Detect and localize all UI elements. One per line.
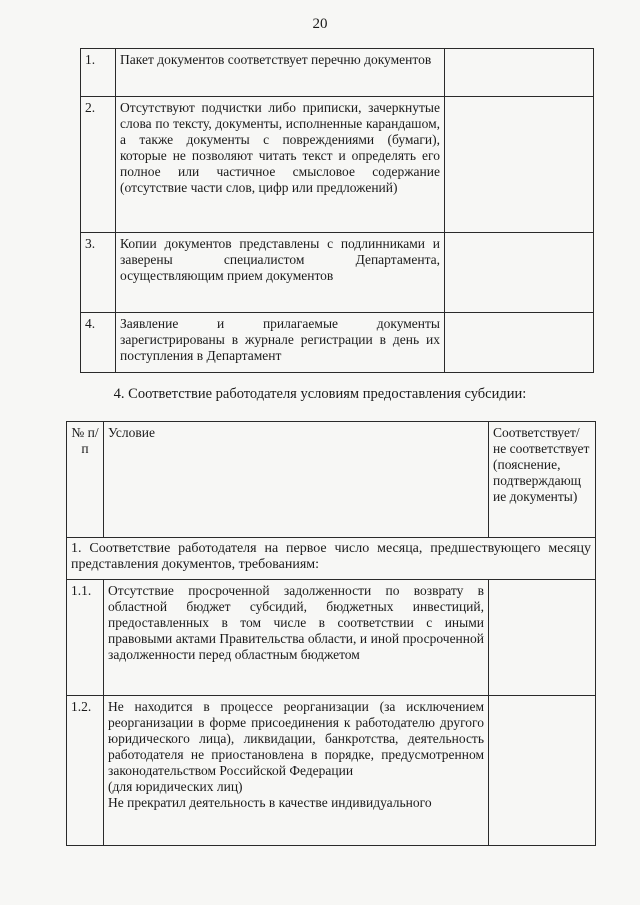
table-row — [67, 696, 596, 846]
row-number: 1.2. — [67, 696, 104, 846]
row-number: 3. — [81, 233, 116, 313]
row-number: 1. — [81, 49, 116, 97]
table-row — [81, 97, 594, 233]
header-result: Соответствует/ не соответствует (пояснение, подтверждающ ие документы) — [489, 422, 596, 538]
group-row — [67, 538, 596, 580]
table-row — [67, 580, 596, 696]
group-title: 1. Соответствие работодателя на первое число месяца, предшествующего месяцу представления документов, требованиям: — [67, 538, 596, 580]
table-row — [81, 233, 594, 313]
table-row — [81, 313, 594, 373]
table-header-row — [67, 422, 596, 538]
row-text: Отсутствие просроченной задолженности по возврату в областной бюджет субсидий, бюджетных инвестиций, предоставленных в том числе в соответствии с иными правовыми актами Правительства области, и иной просроченной задолженности перед областным бюджетом — [104, 580, 489, 696]
row-text: Копии документов представлены с подлинниками и заверены специалистом Департамента, осуществляющим прием документов — [116, 233, 445, 313]
header-condition: Условие — [104, 422, 489, 538]
section-heading: 4. Соответствие работодателя условиям предоставления субсидии: — [113, 386, 527, 402]
page-number: 20 — [312, 16, 328, 32]
result-cell — [489, 696, 596, 846]
conditions-table — [66, 421, 596, 846]
row-number: 4. — [81, 313, 116, 373]
checklist-table — [80, 48, 594, 373]
result-cell — [489, 580, 596, 696]
row-text: Заявление и прилагаемые документы зарегистрированы в журнале регистрации в день их поступления в Департамент — [116, 313, 445, 373]
row-text: Пакет документов соответствует перечню документов — [116, 49, 445, 97]
row-number: 1.1. — [67, 580, 104, 696]
row-text: Отсутствуют подчистки либо приписки, зачеркнутые слова по тексту, документы, исполненные карандашом, а также документы с повреждениями (бумаги), которые не позволяют читать текст и определять его полное или частичное смысловое содержание (отсутствие части слов, цифр или предложений) — [116, 97, 445, 233]
result-cell — [445, 233, 594, 313]
header-number: № п/п — [67, 422, 104, 538]
table-row — [81, 49, 594, 97]
row-text-main: Не находится в процессе реорганизации (за исключением реорганизации в форме присоединения к работодателю другого юридического лица), ликвидации, банкротства, деятельность работодателя не приостановлена в порядке, предусмотренном законодательством Российской Федерации — [108, 699, 484, 778]
result-cell — [445, 313, 594, 373]
result-cell — [445, 49, 594, 97]
row-number: 2. — [81, 97, 116, 233]
row-text — [104, 696, 489, 846]
row-note: (для юридических лиц) — [108, 779, 243, 794]
row-text-extra: Не прекратил деятельность в качестве индивидуального — [108, 795, 432, 810]
result-cell — [445, 97, 594, 233]
